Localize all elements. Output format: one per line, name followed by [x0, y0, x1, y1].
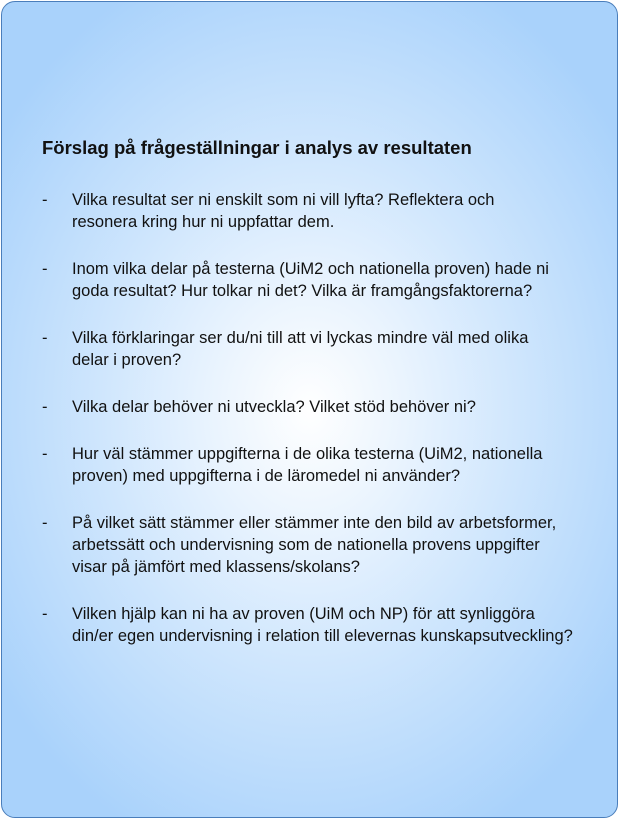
question-item [42, 189, 612, 233]
question-text-line: Inom vilka delar på testerna (UiM2 och nationella proven) hade ni [72, 260, 549, 278]
bullet-dash: - [42, 398, 48, 416]
question-text-line: proven) med uppgifterna i de läromedel ni använder? [72, 467, 460, 485]
question-text-line: Hur väl stämmer uppgifterna i de olika testerna (UiM2, nationella [72, 445, 543, 463]
question-text-line: Vilken hjälp kan ni ha av proven (UiM och NP) för att synliggöra [72, 605, 535, 623]
bullet-dash: - [42, 605, 48, 623]
question-item [42, 258, 612, 302]
question-text-line: Vilka delar behöver ni utveckla? Vilket stöd behöver ni? [72, 398, 476, 416]
question-item [42, 396, 612, 418]
question-item [42, 603, 612, 647]
question-text-line: Vilka resultat ser ni enskilt som ni vill lyfta? Reflektera och [72, 191, 495, 209]
question-text-line: arbetssätt och undervisning som de nationella provens uppgifter [72, 536, 540, 554]
question-text-line: På vilket sätt stämmer eller stämmer inte den bild av arbetsformer, [72, 514, 557, 532]
question-text-line: goda resultat? Hur tolkar ni det? Vilka är framgångsfaktorerna? [72, 282, 533, 300]
bullet-dash: - [42, 514, 48, 532]
content-card [1, 1, 618, 818]
question-item [42, 512, 612, 578]
page-title: Förslag på frågeställningar i analys av resultaten [42, 137, 472, 158]
question-list [42, 189, 612, 647]
question-item [42, 327, 612, 371]
question-text-line: delar i proven? [72, 351, 182, 369]
question-item [42, 443, 612, 487]
bullet-dash: - [42, 329, 48, 347]
question-text-line: din/er egen undervisning i relation till elevernas kunskapsutveckling? [72, 627, 573, 645]
question-text-line: resonera kring hur ni uppfattar dem. [72, 213, 335, 231]
content-area [42, 136, 612, 672]
bullet-dash: - [42, 260, 48, 278]
question-text-line: Vilka förklaringar ser du/ni till att vi lyckas mindre väl med olika [72, 329, 529, 347]
bullet-dash: - [42, 445, 48, 463]
question-text-line: visar på jämfört med klassens/skolans? [72, 558, 360, 576]
bullet-dash: - [42, 191, 48, 209]
